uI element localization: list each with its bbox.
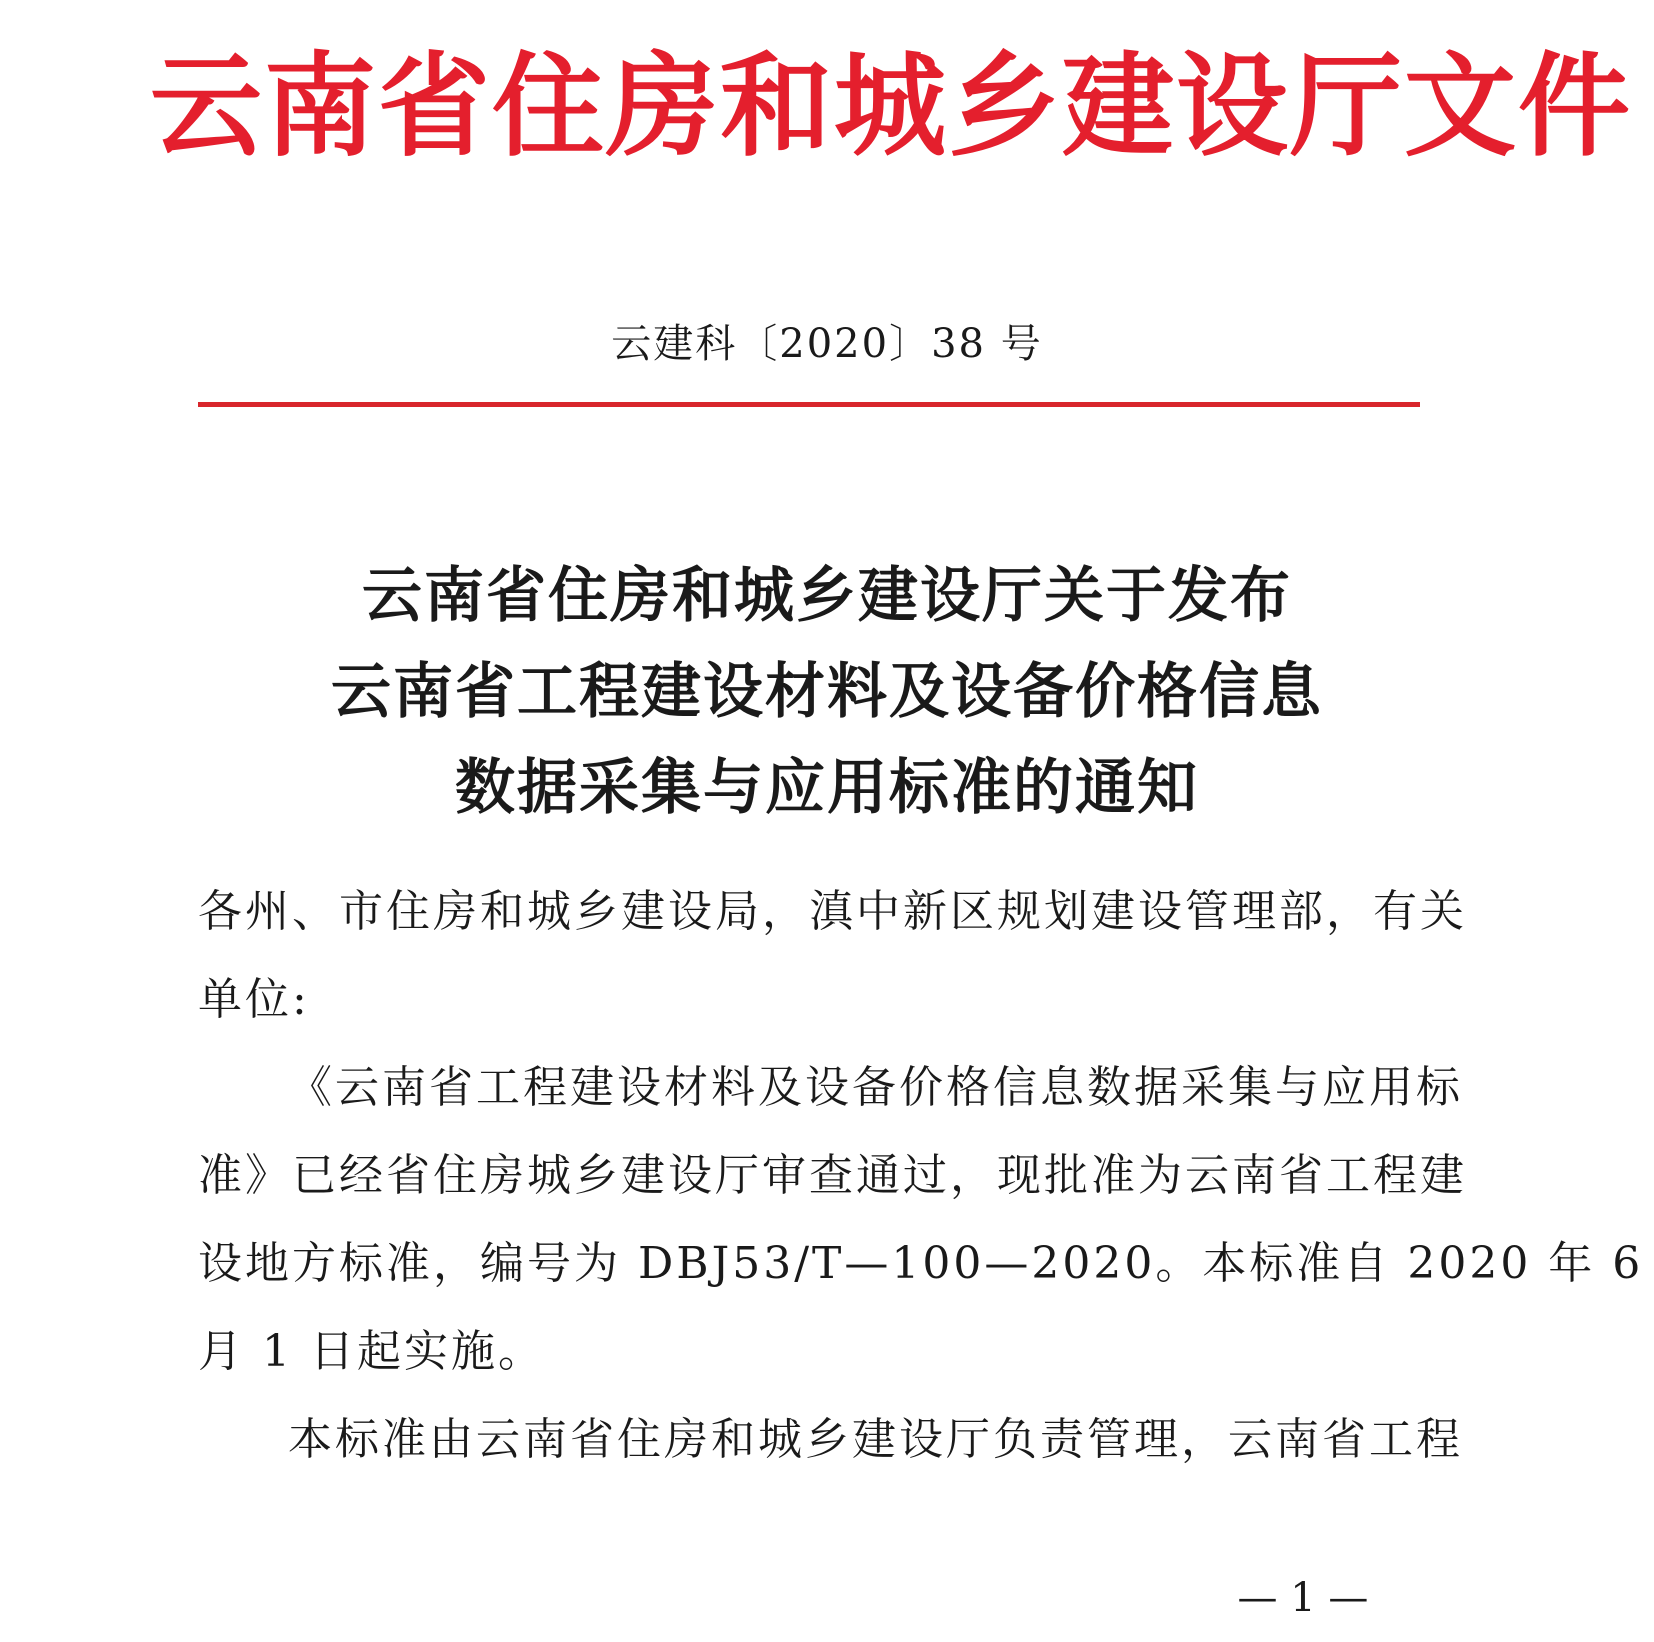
page-number: — 1 — [1237, 1575, 1369, 1621]
red-divider-rule [198, 402, 1420, 407]
body-line-addressees: 各州、市住房和城乡建设局，滇中新区规划建设管理部，有关 [198, 886, 1467, 937]
body-line-paragraph1-1: 《云南省工程建设材料及设备价格信息数据采集与应用标 [288, 1062, 1463, 1113]
issuer-title: 云南省住房和城乡建设厅文件 [150, 42, 1632, 172]
title-line-1: 云南省住房和城乡建设厅关于发布 [362, 561, 1292, 631]
document-number: 云建科〔2020〕38 号 [611, 321, 1043, 367]
title-line-3: 数据采集与应用标准的通知 [455, 753, 1199, 823]
title-line-2: 云南省工程建设材料及设备价格信息 [331, 657, 1323, 727]
body-line-paragraph1-4: 月 1 日起实施。 [198, 1326, 545, 1377]
body-line-paragraph1-3: 设地方标准，编号为 DBJ53/T—100—2020。本标准自 2020 年 6 [198, 1238, 1644, 1289]
body-line-paragraph1-2: 准》已经省住房城乡建设厅审查通过，现批准为云南省工程建 [198, 1150, 1467, 1201]
body-line-addressees-cont: 单位: [198, 974, 310, 1025]
notice-title [0, 548, 1654, 836]
body-line-paragraph2-1: 本标准由云南省住房和城乡建设厅负责管理，云南省工程 [288, 1414, 1463, 1465]
